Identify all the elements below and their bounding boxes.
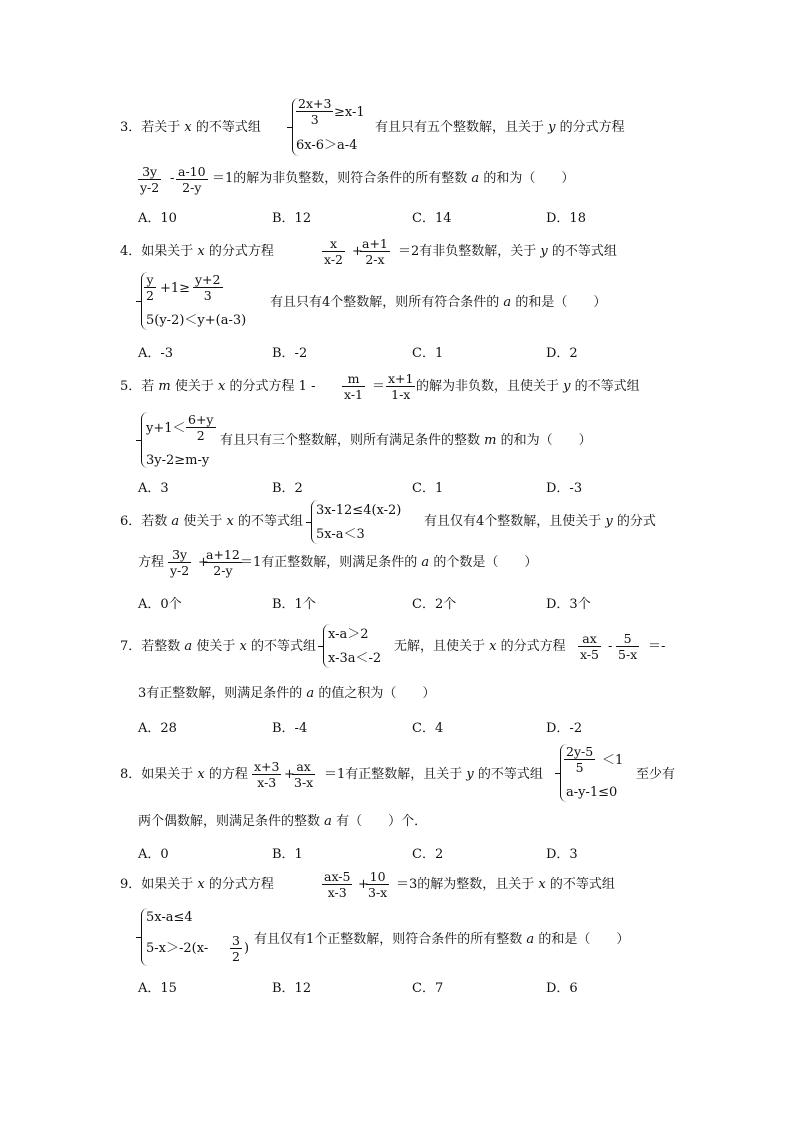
- q9-option-b[interactable]: B．12: [272, 981, 312, 996]
- q3-ineq1-den: 3: [310, 112, 319, 127]
- q5-ineq1-lhs: y+1＜: [146, 421, 186, 436]
- q3-line2: [212, 170, 574, 188]
- q6-option-b[interactable]: B．1个: [272, 597, 316, 612]
- q3-frac2-num: a-10: [178, 164, 206, 179]
- q8-frac2-den: 3-x: [294, 775, 314, 790]
- q3-option-c[interactable]: C．14: [412, 211, 452, 226]
- q7-text3: 无解，且使关于: [394, 639, 486, 654]
- q3-var: x: [184, 120, 192, 135]
- q5-frac2: [386, 371, 415, 402]
- q3-text2: 有且只有五个整数解，且关于: [375, 120, 545, 135]
- q4-frac2: [360, 236, 390, 267]
- q6-option-a[interactable]: A．0个: [138, 597, 182, 612]
- q6-line1: [120, 513, 303, 531]
- q7-frac1: [578, 631, 601, 662]
- q8-ineq2: a-y-1≤0: [566, 785, 618, 800]
- q4-ineq1-mid: +1≥: [160, 281, 191, 296]
- q4-text4: 有且只有4个整数解，则所有符合条件的: [270, 295, 500, 310]
- q7-ineq2: x-3a＜-2: [328, 651, 382, 666]
- q5-line1: [120, 378, 315, 396]
- q5-line1-rest: [416, 378, 640, 396]
- q4-option-a[interactable]: A．-3: [138, 346, 174, 361]
- q4-option-c[interactable]: C．1: [412, 346, 444, 361]
- q3-line1-rest: [375, 119, 625, 137]
- q7-option-c[interactable]: C．4: [412, 721, 444, 736]
- q7-text1: 使关于: [196, 639, 236, 654]
- q3-option-a[interactable]: A．10: [138, 211, 177, 226]
- q3-frac2-den: 2-y: [182, 180, 202, 195]
- q9-ineq2-frac-num: 3: [232, 933, 240, 948]
- q4-ineq1-frac1: [144, 272, 156, 303]
- q7-frac1-den: x-5: [580, 647, 600, 662]
- q7-line1: [120, 638, 316, 656]
- q8-text1: 的方程: [208, 767, 248, 782]
- q4-ineq1-frac1-den: 2: [146, 288, 154, 303]
- q7-var: a: [184, 639, 193, 654]
- q7-text7: 的值之积为（ ）: [318, 686, 436, 701]
- q4-text2: ＝2有非负整数解，关于: [398, 244, 537, 259]
- q5-ineq1-frac-num: 6+y: [188, 412, 214, 427]
- q7-var4: a: [306, 686, 315, 701]
- q8-line1-mid: [324, 766, 543, 784]
- q4-ineq2: 5(y-2)＜y+(a-3): [146, 313, 247, 328]
- q5-text3: 的解为非负数，且使关于: [416, 379, 560, 394]
- q3-number: 3．若关于: [120, 120, 181, 135]
- q6-text1: 使关于: [183, 514, 223, 529]
- q5-frac1-num: m: [342, 371, 365, 387]
- q4-frac1-den: x-2: [324, 252, 344, 267]
- q6-text5: 方程: [138, 555, 165, 570]
- q9-frac2: [366, 869, 389, 900]
- q9-var: x: [197, 877, 205, 892]
- q4-frac1-num: x: [322, 236, 345, 252]
- q6-line1-rest: [424, 513, 656, 531]
- q9-text2: ＝3的解为整数，且关于: [396, 877, 535, 892]
- q7-option-d[interactable]: D．-2: [546, 721, 583, 736]
- q8-ineq1-rhs: ＜1: [602, 753, 624, 768]
- q6-frac2: [204, 547, 242, 578]
- q3-option-b[interactable]: B．12: [272, 211, 312, 226]
- q3-frac1-den: y-2: [140, 180, 160, 195]
- q8-line1: [120, 766, 248, 784]
- q3-var2: y: [548, 120, 556, 135]
- q5-ineq1-frac: [186, 412, 216, 443]
- q5-text1: 使关于: [174, 379, 214, 394]
- q5-text2: 的分式方程 1 -: [229, 379, 316, 394]
- q3-option-d[interactable]: D．18: [546, 211, 586, 226]
- q7-var2: x: [239, 639, 247, 654]
- q3-frac1: [138, 164, 161, 195]
- q8-frac1-num: x+3: [254, 759, 280, 774]
- q6-var2: x: [226, 514, 234, 529]
- q5-ineq1-frac-den: 2: [196, 428, 205, 443]
- q8-text3: 的不等式组: [477, 767, 543, 782]
- q4-line1-rest: [398, 243, 617, 261]
- q5-ineq2: 3y-2≥m-y: [146, 453, 210, 468]
- q9-plus: +: [358, 877, 369, 892]
- q9-text1: 的分式方程: [208, 877, 274, 892]
- q6-text4: 的分式: [616, 514, 656, 529]
- q5-text4: 的不等式组: [574, 379, 640, 394]
- q4-text3: 的不等式组: [551, 244, 617, 259]
- q6-line2: [240, 554, 537, 572]
- q4-frac1: [322, 236, 345, 267]
- q9-number: 9．如果关于: [120, 877, 194, 892]
- q3-var3: a: [471, 171, 480, 186]
- q5-frac2-den: 1-x: [391, 387, 411, 402]
- q7-var3: x: [489, 639, 497, 654]
- q6-text3: 有且仅有4个整数解，且使关于: [424, 514, 602, 529]
- q4-ineq1-frac2-num: y+2: [195, 272, 221, 287]
- q9-line1-rest: [396, 876, 615, 894]
- q7-frac2-num: 5: [616, 631, 639, 647]
- q3-frac2: [176, 164, 208, 195]
- q4-text1: 的分式方程: [208, 244, 274, 259]
- q3-ineq1-rhs: ≥x-1: [334, 105, 365, 120]
- q6-frac2-num: a+12: [206, 547, 240, 562]
- q5-option-b[interactable]: B．2: [272, 481, 303, 496]
- q4-option-b[interactable]: B．-2: [272, 346, 308, 361]
- q4-text5: 的和是（ ）: [515, 295, 607, 310]
- q6-frac1-num: 3y: [168, 547, 191, 563]
- q4-ineq1-frac2-den: 3: [203, 288, 212, 303]
- q4-ineq1-frac2: [193, 272, 223, 303]
- q8-var3: a: [324, 814, 332, 829]
- q8-frac2: [292, 759, 315, 790]
- q6-frac1: [168, 547, 191, 578]
- q4-ineq1-frac1-num: y: [144, 272, 156, 288]
- q4-plus: +: [352, 244, 363, 259]
- q4-frac2-num: a+1: [362, 236, 388, 251]
- q5-var3: y: [563, 379, 571, 394]
- q5-frac1-den: x-1: [344, 387, 364, 402]
- q7-text2: 的不等式组: [250, 639, 316, 654]
- q9-text3: 的不等式组: [549, 877, 615, 892]
- q9-ineq1: 5x-a≤4: [146, 910, 193, 925]
- q3-line1: [120, 119, 261, 137]
- q7-frac1-num: ax: [578, 631, 601, 647]
- q9-line1: [120, 876, 274, 894]
- q4-number: 4．如果关于: [120, 244, 194, 259]
- q9-ineq2-close: ): [244, 941, 250, 956]
- q9-var2: x: [538, 877, 546, 892]
- q5-text6: 的和为（ ）: [500, 433, 592, 448]
- q3-frac1-num: 3y: [138, 164, 161, 180]
- q5-var: m: [158, 379, 171, 394]
- q5-option-c[interactable]: C．1: [412, 481, 444, 496]
- q6-frac2-den: 2-y: [213, 563, 233, 578]
- q3-text4: ＝1的解为非负整数，则符合条件的所有整数: [212, 171, 468, 186]
- q8-line2: [138, 813, 427, 831]
- q9-option-a[interactable]: A．15: [138, 981, 177, 996]
- q8-var: x: [197, 767, 205, 782]
- q7-number: 7．若整数: [120, 639, 181, 654]
- q8-number: 8．如果关于: [120, 767, 194, 782]
- q7-line1-rest: [394, 638, 566, 656]
- q5-frac2-num: x+1: [388, 371, 414, 386]
- q9-ineq2-lhs: 5-x＞-2(x-: [146, 941, 209, 956]
- q7-option-b[interactable]: B．-4: [272, 721, 308, 736]
- q6-var4: a: [421, 555, 430, 570]
- q6-var: a: [171, 514, 180, 529]
- q6-option-c[interactable]: C．2个: [412, 597, 457, 612]
- q9-frac1-num: ax-5: [324, 869, 351, 884]
- q3-text5: 的和为（ ）: [483, 171, 575, 186]
- q5-number: 5．若: [120, 379, 155, 394]
- q9-option-d[interactable]: D．6: [546, 981, 578, 996]
- q9-ineq2-frac-den: 2: [232, 949, 240, 964]
- q9-frac1-den: x-3: [327, 885, 347, 900]
- q9-option-c[interactable]: C．7: [412, 981, 444, 996]
- q6-ineq1: 3x-12≤4(x-2): [316, 503, 402, 518]
- q5-frac1: [342, 371, 365, 402]
- q3-ineq2: 6x-6＞a-4: [296, 138, 358, 153]
- q8-option-d[interactable]: D．3: [546, 847, 578, 862]
- q5-text5: 有且只有三个整数解，则所有满足条件的整数: [220, 433, 481, 448]
- q3-ineq1-num: 2x+3: [298, 96, 332, 111]
- q4-line1: [120, 243, 274, 261]
- q6-plus: +: [198, 555, 209, 570]
- q8-ineq1-frac-den: 5: [575, 760, 584, 775]
- q4-frac2-den: 2-x: [365, 252, 385, 267]
- q6-number: 6．若数: [120, 514, 168, 529]
- q7-text6: 3有正整数解，则满足条件的: [138, 686, 303, 701]
- q4-var3: a: [503, 295, 512, 310]
- q6-option-d[interactable]: D．3个: [546, 597, 591, 612]
- q8-option-c[interactable]: C．2: [412, 847, 444, 862]
- q3-minus: -: [170, 171, 175, 186]
- q8-frac1-den: x-3: [257, 775, 277, 790]
- q8-ineq1-frac-num: 2y-5: [566, 744, 594, 759]
- q9-ineq2-frac: [230, 933, 242, 964]
- q9-frac1: [322, 869, 352, 900]
- q7-frac2-den: 5-x: [618, 647, 638, 662]
- q7-frac2: [616, 631, 639, 662]
- q6-frac1-den: y-2: [170, 563, 190, 578]
- q7-option-a[interactable]: A．28: [138, 721, 177, 736]
- q7-text4: 的分式方程: [500, 639, 566, 654]
- q5-var2: x: [218, 379, 226, 394]
- q9-text4: 有且仅有1个正整数解，则符合条件的所有整数: [254, 932, 523, 947]
- q9-line2: [254, 931, 629, 949]
- q9-text5: 的和是（ ）: [538, 932, 630, 947]
- q5-option-d[interactable]: D．-3: [546, 481, 583, 496]
- q8-text6: 有（ ）个．: [336, 814, 428, 829]
- q3-text1: 的不等式组: [195, 120, 261, 135]
- q8-frac1: [252, 759, 281, 790]
- q5-equals: ＝: [372, 379, 386, 394]
- q7-ineq1: x-a＞2: [328, 627, 369, 642]
- q9-var3: a: [526, 932, 535, 947]
- q7-minus: -: [608, 639, 613, 654]
- q8-ineq1-frac: [564, 744, 595, 775]
- q3-ineq1-frac: [296, 96, 333, 127]
- q8-var2: y: [466, 767, 474, 782]
- q4-line2: [270, 294, 606, 312]
- q5-option-a[interactable]: A．3: [138, 481, 169, 496]
- q7-text5: ＝-: [648, 639, 666, 654]
- q9-frac2-num: 10: [366, 869, 389, 885]
- q4-option-d[interactable]: D．2: [546, 346, 578, 361]
- q9-frac2-den: 3-x: [368, 885, 388, 900]
- q7-line2: [138, 685, 435, 703]
- q5-line2: [220, 432, 592, 450]
- q6-text2: 的不等式组: [237, 514, 303, 529]
- q6-text6: ＝1有正整数解，则满足条件的: [240, 555, 418, 570]
- q6-var3: y: [605, 514, 613, 529]
- q8-plus: +: [284, 767, 295, 782]
- q5-var4: m: [484, 433, 497, 448]
- q8-text5: 两个偶数解，则满足条件的整数: [138, 814, 321, 829]
- q8-option-a[interactable]: A．0: [138, 847, 169, 862]
- q3-text3: 的分式方程: [559, 120, 625, 135]
- q6-text7: 的个数是（ ）: [433, 555, 538, 570]
- q8-frac2-num: ax: [292, 759, 315, 775]
- q8-option-b[interactable]: B．1: [272, 847, 303, 862]
- q4-var2: y: [540, 244, 548, 259]
- q8-text4: 至少有: [636, 767, 676, 782]
- q4-var: x: [197, 244, 205, 259]
- q8-text2: ＝1有正整数解，且关于: [324, 767, 463, 782]
- q6-ineq2: 5x-a＜3: [316, 527, 365, 542]
